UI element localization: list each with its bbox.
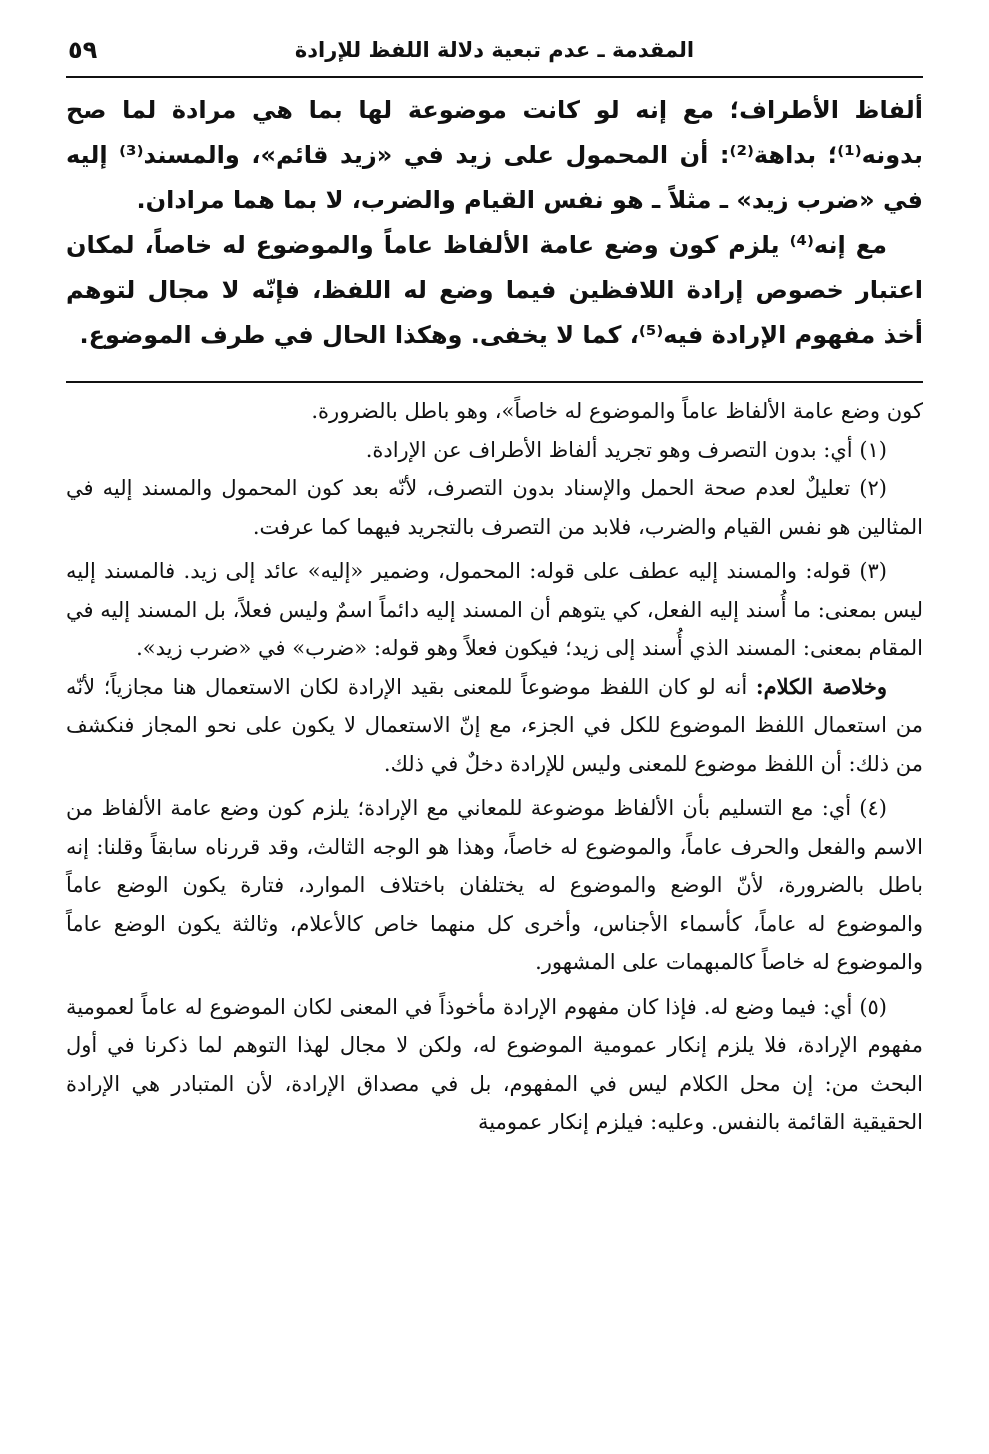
footnote-5: (٥) أي: فيما وضع له. فإذا كان مفهوم الإرادة مأخوذاً في المعنى لكان الموضوع له عاماً لعمومية مفهوم الإرادة، فلا يلزم إنكار عمومية الموضوع له، ولكن لا مجال لهذا التوهم لما ذكرنا في أول البحث من: إن محل الكلام ليس في المفهوم، بل في مصداق الإرادة، لأن المتبادر هي الإرادة الحقيقية القائمة بالنفس. وعليه: فيلزم إنكار عمومية <box>66 994 923 1134</box>
summary-text: أنه لو كان اللفظ موضوعاً للمعنى بقيد الإرادة لكان الاستعمال هنا مجازياً؛ لأنّه من استعمال اللفظ الموضوع للكل في الجزء، مع إنّ الاستعمال لا يكون على نحو المجاز فنكشف من ذلك: أن اللفظ موضوع للمعنى وليس للإرادة دخلٌ في ذلك. <box>66 674 923 776</box>
summary-label: وخلاصة الكلام: <box>755 673 887 699</box>
footnote-3: (٣) قوله: والمسند إليه عطف على قوله: المحمول، وضمير «إليه» عائد إلى زيد. فالمسند إليه ليس بمعنى: ما أُسند إليه الفعل، كي يتوهم أن المسند إليه دائماً اسمٌ وليس فعلاً، بل المسند إليه في المقام بمعنى: المسند الذي أُسند إلى زيد؛ فيكون فعلاً وهو قوله: «ضرب» في «ضرب زيد». <box>66 559 923 660</box>
footnote-4: (٤) أي: مع التسليم بأن الألفاظ موضوعة للمعاني مع الإرادة؛ يلزم كون وضع عامة الألفاظ من الاسم والفعل والحرف عاماً، والموضوع له خاصاً، وهذا هو الوجه الثالث، وقد قررناه سابقاً وقلنا: إنه باطل بالضرورة، لأنّ الوضع والموضوع له يختلفان باختلاف الموارد، فتارة يكون الوضع عاماً والموضوع له عاماً، كأسماء الأجناس، وأخرى كل منهما خاص كالأعلام، وثالثة يكون الوضع عاماً والموضوع له خاصاً كالمبهمات على المشهور. <box>66 796 923 974</box>
main-paragraph-1: ألفاظ الأطراف؛ مع إنه لو كانت موضوعة لها بما هي مرادة لما صح بدونه⁽¹⁾؛ بداهة⁽²⁾: أن المحمول على زيد في «زيد قائم»، والمسند⁽³⁾ إليه في «ضرب زيد» ـ مثلاً ـ هو نفس القيام والضرب، لا بما هما مرادان. <box>66 96 924 214</box>
running-header <box>68 34 921 74</box>
footnote-2: (٢) تعليلٌ لعدم صحة الحمل والإسناد بدون التصرف، لأنّه بعد كون المحمول والمسند إليه في المثالين هو نفس القيام والضرب، فلابد من التصرف بالتجريد فيهما كما عرفت. <box>66 476 923 539</box>
main-text <box>66 88 923 358</box>
footnote-1: (١) أي: بدون التصرف وهو تجريد ألفاظ الأطراف عن الإرادة. <box>365 437 887 462</box>
header-rule <box>66 76 923 78</box>
footnote-separator <box>66 381 923 383</box>
main-paragraph-2: مع إنه⁽⁴⁾ يلزم كون وضع عامة الألفاظ عاماً والموضوع له خاصاً، لمكان اعتبار خصوص إرادة اللافظين فيما وضع له اللفظ، فإنّه لا مجال لتوهم أخذ مفهوم الإرادة فيه⁽⁵⁾، كما لا يخفى. وهكذا الحال في طرف الموضوع. <box>66 231 923 349</box>
footnote-continuation: كون وضع عامة الألفاظ عاماً والموضوع له خاصاً»، وهو باطل بالضرورة. <box>311 399 923 423</box>
running-title: المقدمة ـ عدم تبعية دلالة اللفظ للإرادة <box>294 38 695 62</box>
summary-paragraph <box>66 668 923 784</box>
page-number: ٥٩ <box>68 36 98 64</box>
footnotes <box>66 392 923 1142</box>
